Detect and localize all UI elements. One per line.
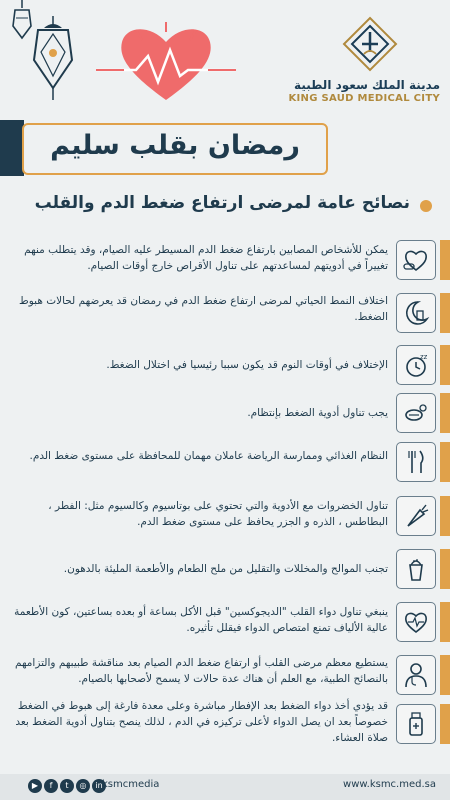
tip-text: قد يؤدي أخذ دواء الضغط بعد الإفطار مباشرة وعلى معدة فارغة إلى هبوط في الضغط خصوصاً بعد ان يصل الدواء لأعلى تركيزه في الدم ، لذلك ينصح بتناول أدوية الضغط بعد صلاة العشاء. xyxy=(15,700,388,744)
pills-icon xyxy=(402,399,430,427)
tip-text: يمكن للأشخاص المصابين بارتفاع ضغط الدم المسيطر عليه الصيام، وقد يتطلب منهم تغييراً في أدويتهم لمساعدتهم على تناول الأقراص خارج أوقات الصيام. xyxy=(24,244,388,272)
social-icons xyxy=(28,779,106,793)
twitter-icon[interactable]: t xyxy=(60,779,74,793)
page-title: رمضان بقلب سليم xyxy=(50,130,300,161)
fork-knife-icon xyxy=(402,448,430,476)
heart-pulse-icon xyxy=(96,20,236,106)
tip-accent-strip xyxy=(440,704,450,744)
header xyxy=(0,0,450,112)
tip-accent-strip xyxy=(440,655,450,695)
tip-accent-strip xyxy=(440,442,450,482)
tip-icon-box xyxy=(396,602,436,642)
tip-text: الإختلاف في أوقات النوم قد يكون سببا رئيسيا في اختلال الضغط. xyxy=(106,359,388,371)
youtube-icon[interactable]: ▶ xyxy=(28,779,42,793)
tip-icon-box xyxy=(396,704,436,744)
website-link[interactable]: www.ksmc.med.sa xyxy=(343,779,436,790)
ksmc-logo-icon xyxy=(340,16,400,74)
heart-rate-pill-icon xyxy=(402,608,430,636)
tip-icon-box xyxy=(396,240,436,280)
tip-text: النظام الغذائي وممارسة الرياضة عاملان مهمان للمحافظة على مستوى ضغط الدم. xyxy=(29,450,388,462)
linkedin-icon[interactable]: in xyxy=(92,779,106,793)
alarm-clock-icon xyxy=(402,351,430,379)
facebook-icon[interactable]: f xyxy=(44,779,58,793)
tip-text: يستطيع معظم مرضى القلب أو ارتفاع ضغط الدم الصيام بعد مناقشة طبيبهم والتزامهم بالنصائح الطبية، مع العلم أن هناك عدة حالات لا يسمح لأصحابها بالصيام. xyxy=(14,657,388,685)
bullet-dot xyxy=(420,200,432,212)
tip-icon-box xyxy=(396,293,436,333)
tip-accent-strip xyxy=(440,496,450,536)
tip-accent-strip xyxy=(440,602,450,642)
banner-accent-strip xyxy=(0,120,24,176)
tip-icon-box xyxy=(396,345,436,385)
tip-text: تناول الخضروات مع الأدوية والتي تحتوي على بوتاسيوم وكالسيوم مثل: الفطر ، البطاطس ، الذره و الجزر يحافظ على مستوى ضغط الدم. xyxy=(48,500,388,528)
tip-accent-strip xyxy=(440,345,450,385)
carrot-icon xyxy=(402,502,430,530)
tip-accent-strip xyxy=(440,393,450,433)
social-handle[interactable]: ksmcmedia xyxy=(102,779,160,790)
tip-icon-box xyxy=(396,549,436,589)
section-subtitle: نصائح عامة لمرضى ارتفاع ضغط الدم والقلب xyxy=(34,193,410,213)
tip-icon-box xyxy=(396,655,436,695)
logo-arabic-name: مدينة الملك سعود الطبية xyxy=(294,78,440,92)
tip-text: اختلاف النمط الحياتي لمرضى ارتفاع ضغط الدم في رمضان قد يعرضهم لحالات هبوط الضغط. xyxy=(19,295,388,323)
crescent-lantern-icon xyxy=(402,299,430,327)
tip-icon-box xyxy=(396,393,436,433)
logo-english-name: KING SAUD MEDICAL CITY xyxy=(288,93,440,104)
tip-text: ينبغي تناول دواء القلب "الديجوكسين" قبل الأكل بساعة أو بعده بساعتين، كون الأطعمة عالية الألياف تمنع امتصاص الدواء فيقلل تأثيره. xyxy=(14,606,388,634)
tip-icon-box xyxy=(396,442,436,482)
tip-text: تجنب الموالح والمخللات والتقليل من ملح الطعام والأطعمة المليئة بالدهون. xyxy=(63,563,388,575)
salt-shaker-icon xyxy=(402,555,430,583)
tip-icon-box xyxy=(396,496,436,536)
tip-text: يجب تناول أدوية الضغط بإنتظام. xyxy=(247,407,388,419)
tip-accent-strip xyxy=(440,293,450,333)
tip-accent-strip xyxy=(440,549,450,589)
medicine-bottle-icon xyxy=(402,710,430,738)
doctor-icon xyxy=(402,661,430,689)
heart-pill-icon xyxy=(402,246,430,274)
lantern-icon xyxy=(30,16,76,102)
svg-text:zz: zz xyxy=(420,353,428,361)
instagram-icon[interactable]: ◎ xyxy=(76,779,90,793)
tip-accent-strip xyxy=(440,240,450,280)
